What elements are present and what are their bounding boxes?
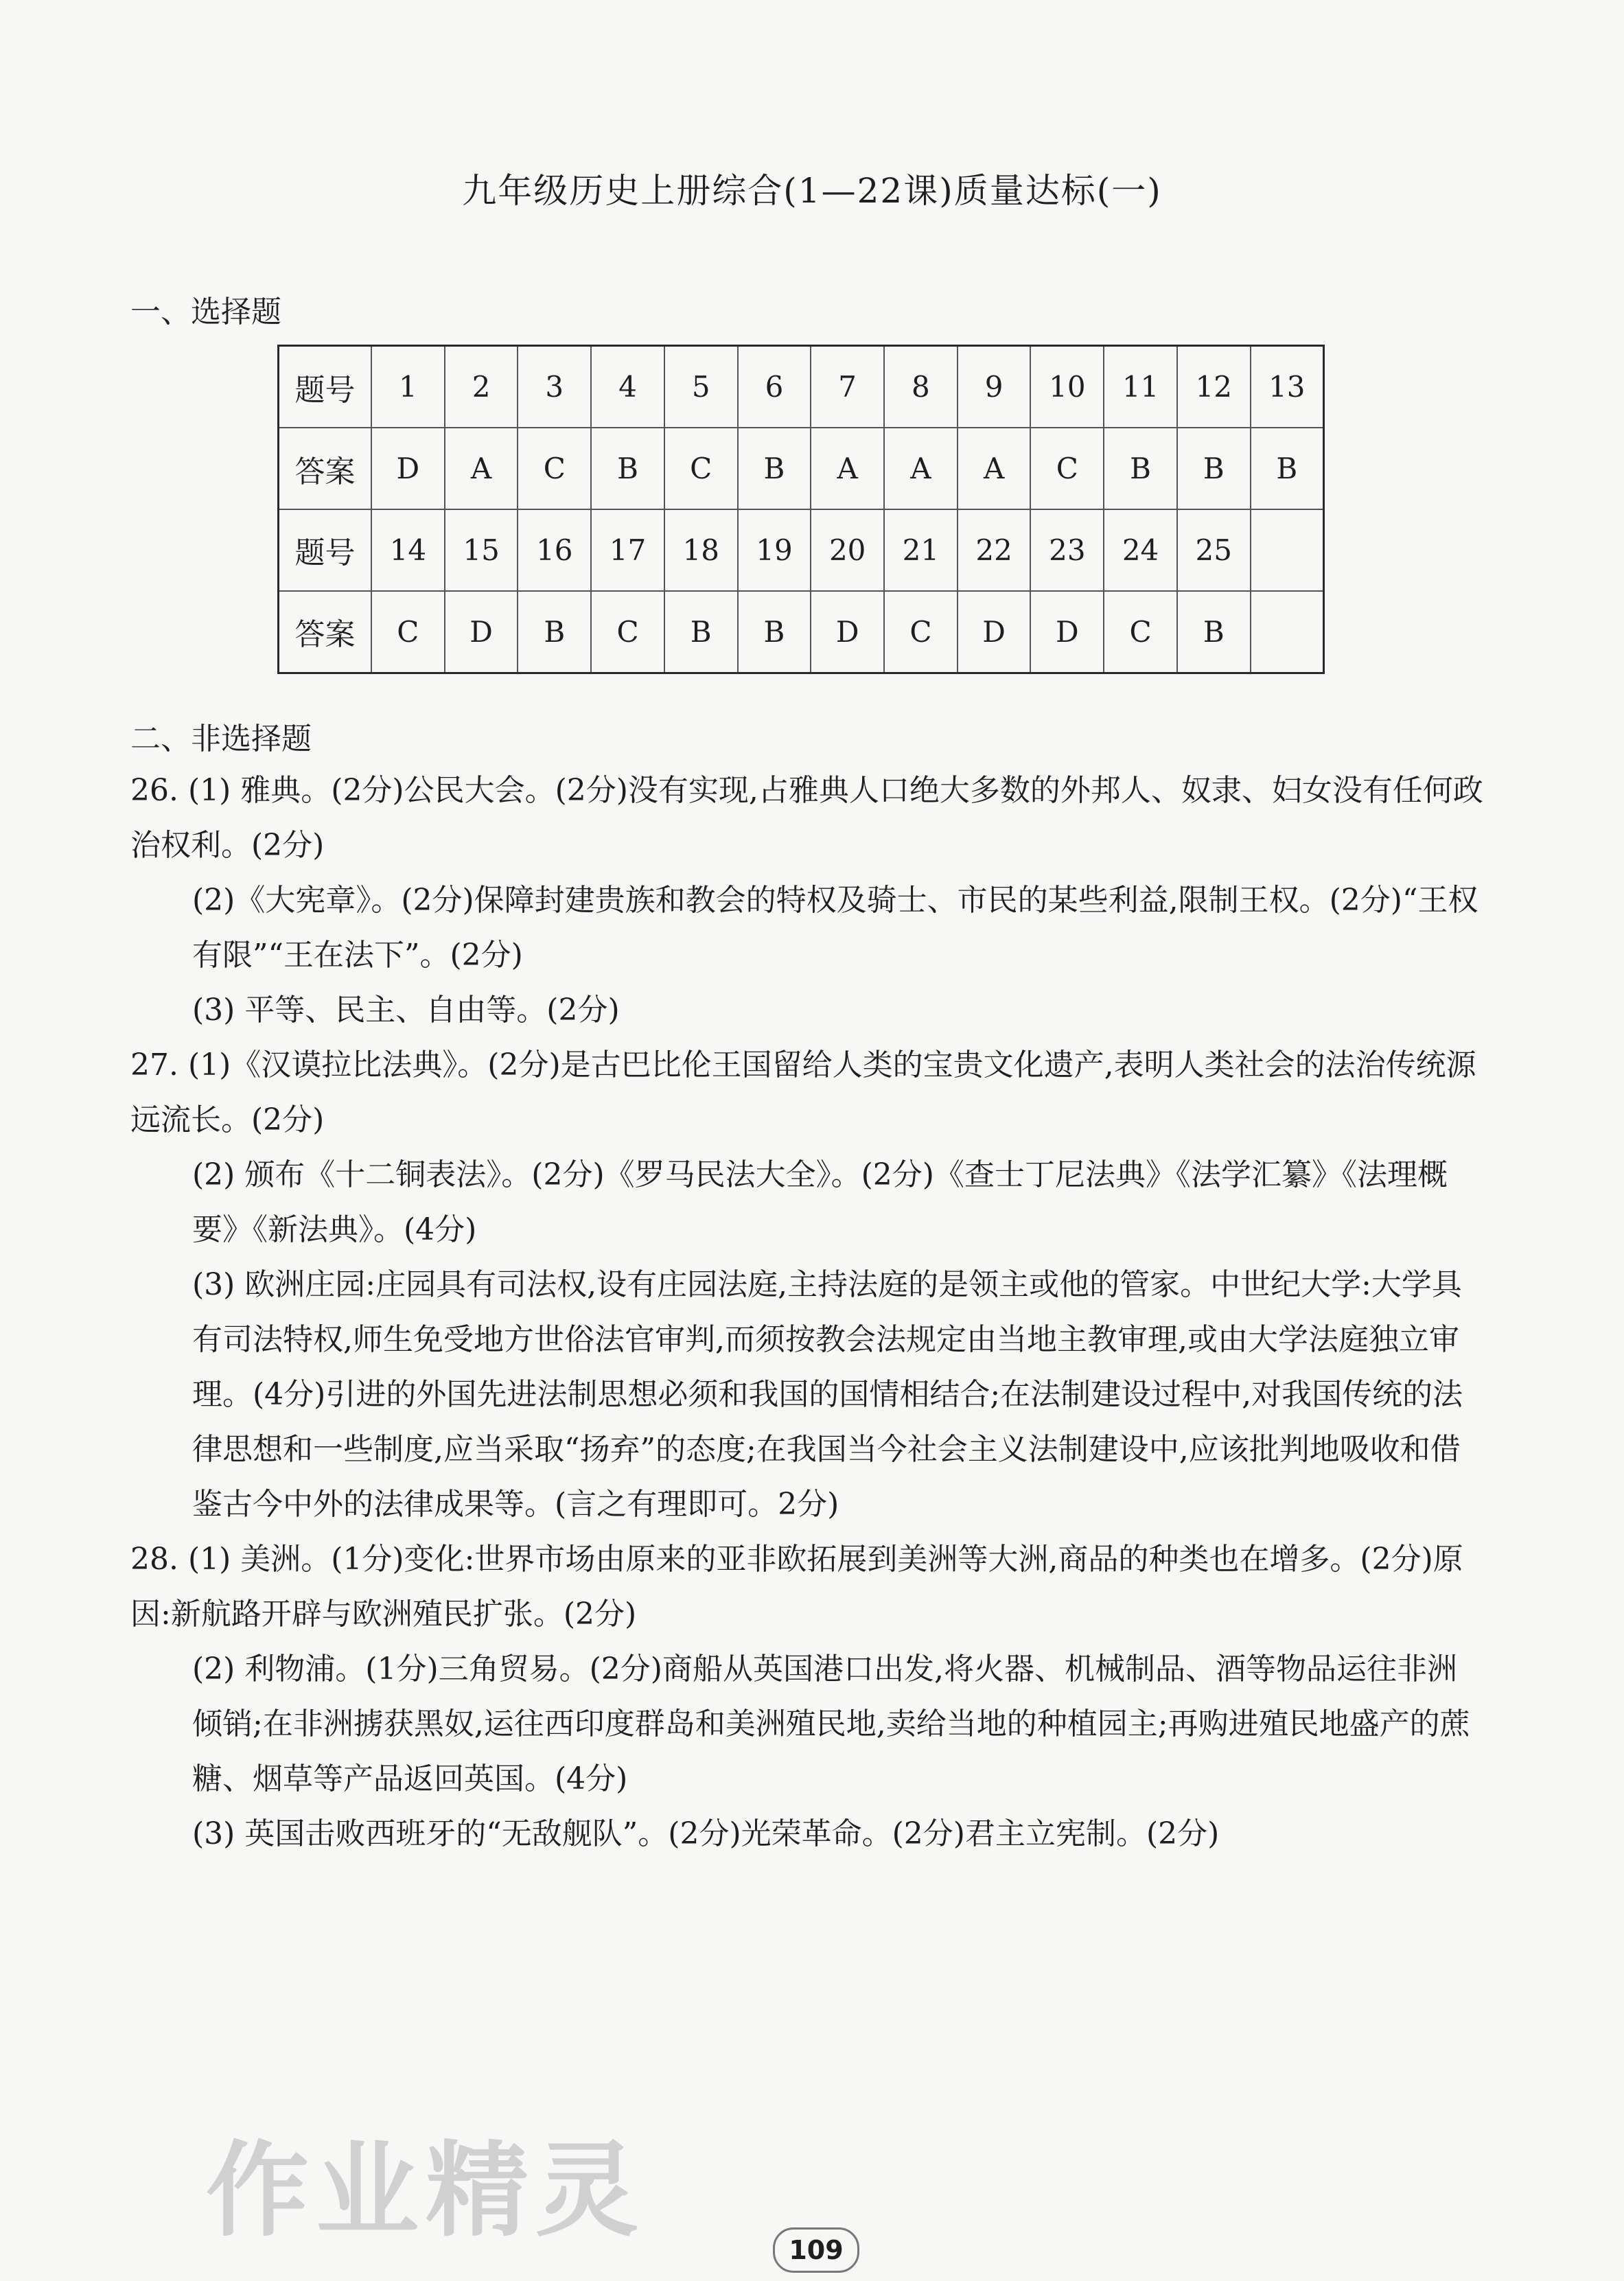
table-cell: 8 — [884, 346, 958, 428]
table-cell: D — [811, 591, 884, 673]
table-cell: 1 — [371, 346, 445, 428]
table-cell: 22 — [958, 509, 1031, 591]
table-cell: C — [1030, 428, 1104, 509]
table-cell: B — [1251, 428, 1324, 509]
table-cell: B — [664, 591, 738, 673]
table-cell: D — [445, 591, 518, 673]
page-number: 109 — [773, 2227, 859, 2273]
table-cell: 21 — [884, 509, 958, 591]
table-cell: B — [738, 428, 811, 509]
table-cell: 6 — [738, 346, 811, 428]
table-cell: 20 — [811, 509, 884, 591]
page-title: 九年级历史上册综合(1—22课)质量达标(一) — [462, 171, 1162, 211]
table-cell: B — [1177, 591, 1251, 673]
table-cell — [1251, 591, 1324, 673]
table-cell: 25 — [1177, 509, 1251, 591]
table-cell: C — [591, 591, 664, 673]
table-cell: 18 — [664, 509, 738, 591]
table-cell: B — [591, 428, 664, 509]
table-row-label: 答案 — [279, 591, 372, 673]
table-cell: 24 — [1104, 509, 1177, 591]
q27-part1: 27. (1)《汉谟拉比法典》。(2分)是古巴比伦王国留给人类的宝贵文化遗产,表明人类社会的法治传统源远流长。(2分) — [130, 1047, 1476, 1137]
table-cell: C — [518, 428, 591, 509]
table-cell: 13 — [1251, 346, 1324, 428]
table-cell: A — [884, 428, 958, 509]
table-cell: C — [1104, 591, 1177, 673]
table-cell: B — [1177, 428, 1251, 509]
q26-part1: 26. (1) 雅典。(2分)公民大会。(2分)没有实现,占雅典人口绝大多数的外邦人、奴隶、妇女没有任何政治权利。(2分) — [130, 773, 1483, 863]
table-cell: 10 — [1030, 346, 1104, 428]
watermark-logo: 作业精灵 — [206, 2131, 646, 2251]
table-row — [279, 509, 1324, 591]
table-cell: A — [811, 428, 884, 509]
table-cell: A — [958, 428, 1031, 509]
table-cell: D — [371, 428, 445, 509]
table-cell: 16 — [518, 509, 591, 591]
table-cell — [1251, 509, 1324, 591]
table-cell: A — [445, 428, 518, 509]
q28-part3: (3) 英国击败西班牙的“无敌舰队”。(2分)光荣革命。(2分)君主立宪制。(2分) — [192, 1816, 1220, 1851]
answer-table — [277, 345, 1325, 674]
table-row — [279, 346, 1324, 428]
table-cell: D — [958, 591, 1031, 673]
table-cell: 3 — [518, 346, 591, 428]
q27-part2: (2) 颁布《十二铜表法》。(2分)《罗马民法大全》。(2分)《查士丁尼法典》《法学汇纂》《法理概要》《新法典》。(4分) — [192, 1157, 1448, 1247]
q28-part1: 28. (1) 美洲。(1分)变化:世界市场由原来的亚非欧拓展到美洲等大洲,商品的种类也在增多。(2分)原因:新航路开辟与欧洲殖民扩张。(2分) — [130, 1542, 1463, 1632]
table-cell: 12 — [1177, 346, 1251, 428]
table-cell: 23 — [1030, 509, 1104, 591]
table-cell: 9 — [958, 346, 1031, 428]
table-row-label: 题号 — [279, 346, 372, 428]
table-cell: D — [1030, 591, 1104, 673]
table-row-label: 答案 — [279, 428, 372, 509]
table-cell: B — [1104, 428, 1177, 509]
q26-part3: (3) 平等、民主、自由等。(2分) — [192, 993, 620, 1028]
table-cell: 17 — [591, 509, 664, 591]
table-row — [279, 428, 1324, 509]
table-row-label: 题号 — [279, 509, 372, 591]
table-row — [279, 591, 1324, 673]
table-cell: 2 — [445, 346, 518, 428]
q27-part3: (3) 欧洲庄园:庄园具有司法权,设有庄园法庭,主持法庭的是领主或他的管家。中世纪大学:大学具有司法特权,师生免受地方世俗法官审判,而须按教会法规定由当地主教审理,或由大学法庭独立审理。(4分)引进的外国先进法制思想必须和我国的国情相结合;在法制建设过程中,对我国传统的法律思想和一些制度,应当采取“扬弃”的态度;在我国当今社会主义法制建设中,应该批判地吸收和借鉴古今中外的法律成果等。(言之有理即可。2分) — [192, 1267, 1463, 1522]
table-cell: C — [371, 591, 445, 673]
q28-part2: (2) 利物浦。(1分)三角贸易。(2分)商船从英国港口出发,将火器、机械制品、酒等物品运往非洲倾销;在非洲掳获黑奴,运往西印度群岛和美洲殖民地,卖给当地的种植园主;再购进殖民地盛产的蔗糖、烟草等产品返回英国。(4分) — [192, 1652, 1470, 1796]
table-cell: 4 — [591, 346, 664, 428]
table-cell: 19 — [738, 509, 811, 591]
table-cell: B — [518, 591, 591, 673]
table-cell: 15 — [445, 509, 518, 591]
table-cell: 11 — [1104, 346, 1177, 428]
table-cell: 7 — [811, 346, 884, 428]
table-cell: C — [884, 591, 958, 673]
table-cell: B — [738, 591, 811, 673]
section-heading-non-choice: 二、非选择题 — [130, 721, 312, 756]
table-cell: 14 — [371, 509, 445, 591]
q26-part2: (2)《大宪章》。(2分)保障封建贵族和教会的特权及骑士、市民的某些利益,限制王权。(2分)“王权有限”“王在法下”。(2分) — [192, 883, 1478, 973]
table-cell: 5 — [664, 346, 738, 428]
table-cell: C — [664, 428, 738, 509]
section-heading-multiple-choice: 一、选择题 — [130, 294, 281, 329]
